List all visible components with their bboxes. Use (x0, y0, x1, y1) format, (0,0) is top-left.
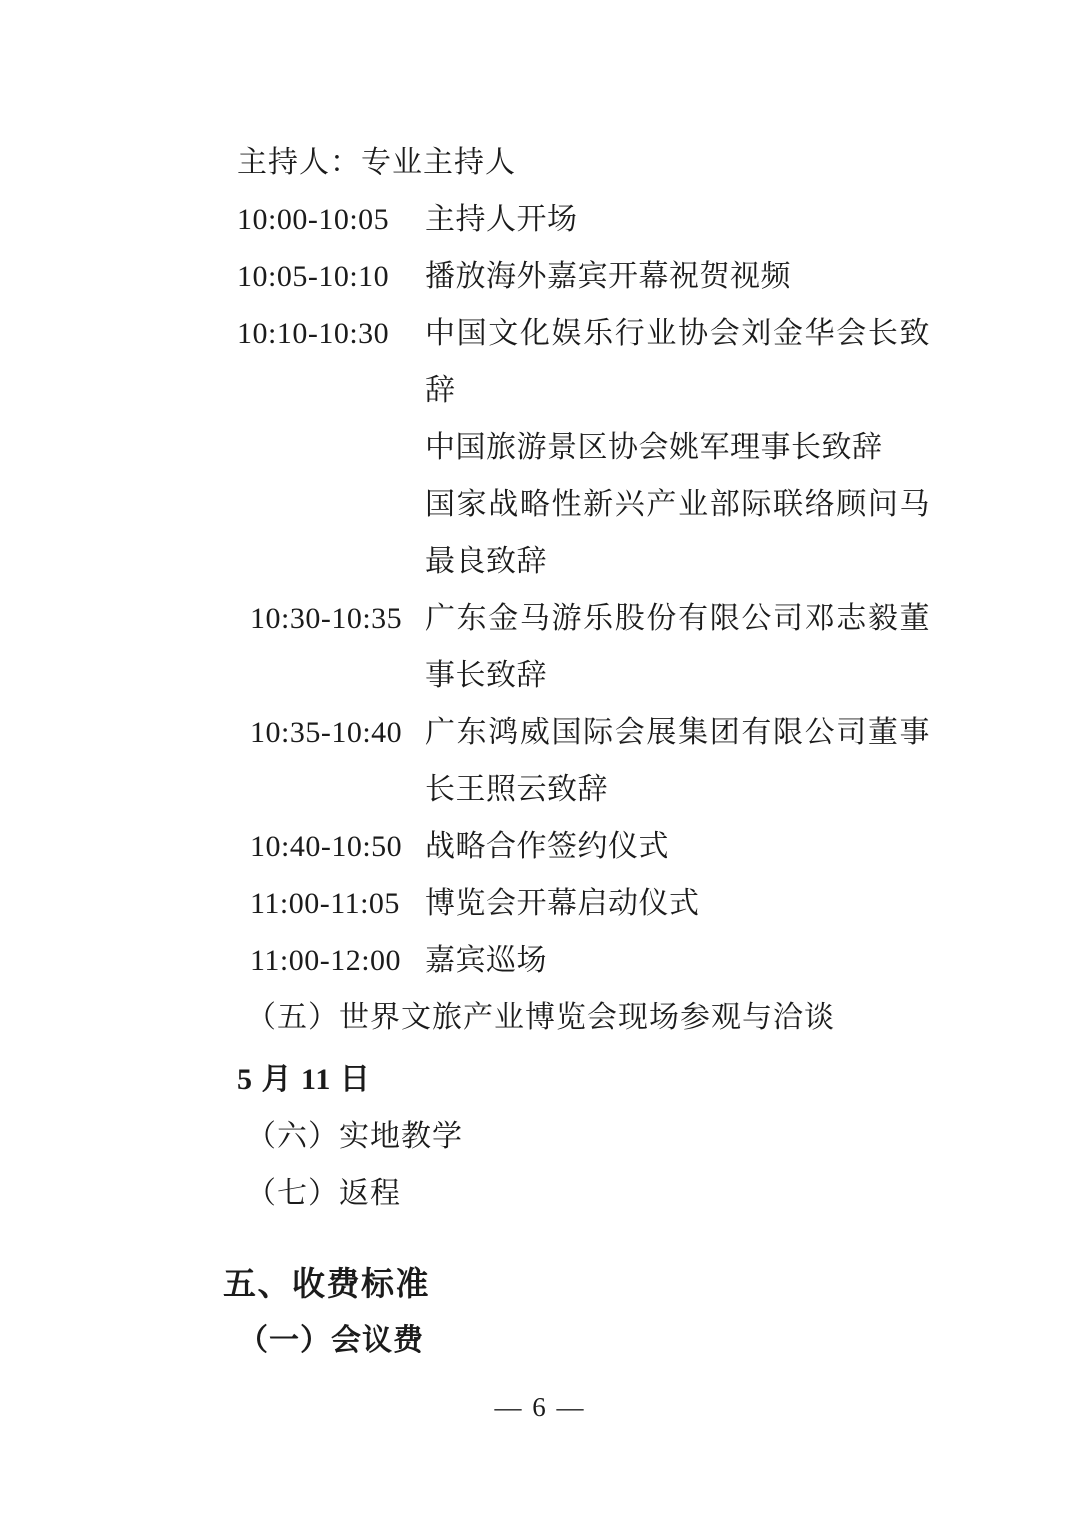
schedule-time: 10:10-10:30 (237, 317, 390, 350)
schedule-activity: 战略合作签约仪式 (425, 830, 669, 863)
schedule-activities (425, 305, 930, 590)
schedule-row (250, 590, 1080, 704)
schedule-row (237, 305, 1080, 590)
schedule-activity: 国家战略性新兴产业部际联络顾问马最良致辞 (425, 488, 930, 578)
schedule-activity: 中国旅游景区协会姚军理事长致辞 (425, 431, 883, 464)
fees-heading: 五、收费标准 (223, 1265, 430, 1302)
page-number: — 6 — (494, 1392, 586, 1422)
schedule-row (250, 875, 1080, 932)
schedule-time: 10:30-10:35 (250, 602, 403, 635)
schedule-activities (425, 704, 930, 818)
schedule-activity: 中国文化娱乐行业协会刘金华会长致辞 (425, 317, 930, 407)
schedule-time: 10:00-10:05 (237, 203, 390, 236)
schedule-activities (425, 932, 930, 989)
schedule-activities (425, 818, 930, 875)
schedule-activities (425, 875, 930, 932)
schedule-activities (425, 191, 930, 248)
schedule-activity: 嘉宾巡场 (425, 944, 547, 977)
fees-item-one-heading: （一）会议费 (238, 1324, 424, 1357)
schedule-time: 11:00-12:00 (250, 944, 402, 977)
schedule-row (250, 932, 1080, 989)
schedule-time: 11:00-11:05 (250, 887, 400, 920)
schedule-row (237, 248, 1080, 305)
schedule-activity: 主持人开场 (425, 203, 578, 236)
schedule-activity: 广东鸿威国际会展集团有限公司董事长王照云致辞 (425, 716, 930, 806)
schedule-time: 10:05-10:10 (237, 260, 390, 293)
schedule-time: 10:35-10:40 (250, 716, 403, 749)
schedule-activity: 播放海外嘉宾开幕祝贺视频 (425, 260, 791, 293)
schedule-row (250, 818, 1080, 875)
section-five-heading: （五）世界文旅产业博览会现场参观与洽谈 (246, 1001, 835, 1034)
date-heading: 5 月 11 日 (237, 1063, 371, 1096)
schedule-activities (425, 590, 930, 704)
section-seven-heading: （七）返程 (246, 1177, 401, 1210)
schedule-activity: 广东金马游乐股份有限公司邓志毅董事长致辞 (425, 602, 930, 692)
schedule-list (237, 191, 1080, 989)
schedule-activity: 博览会开幕启动仪式 (425, 887, 700, 920)
schedule-row (237, 191, 1080, 248)
schedule-activities (425, 248, 930, 305)
schedule-time: 10:40-10:50 (250, 830, 403, 863)
section-six-heading: （六）实地教学 (246, 1120, 463, 1153)
moderator-line: 主持人：专业主持人 (237, 146, 516, 179)
schedule-row (250, 704, 1080, 818)
